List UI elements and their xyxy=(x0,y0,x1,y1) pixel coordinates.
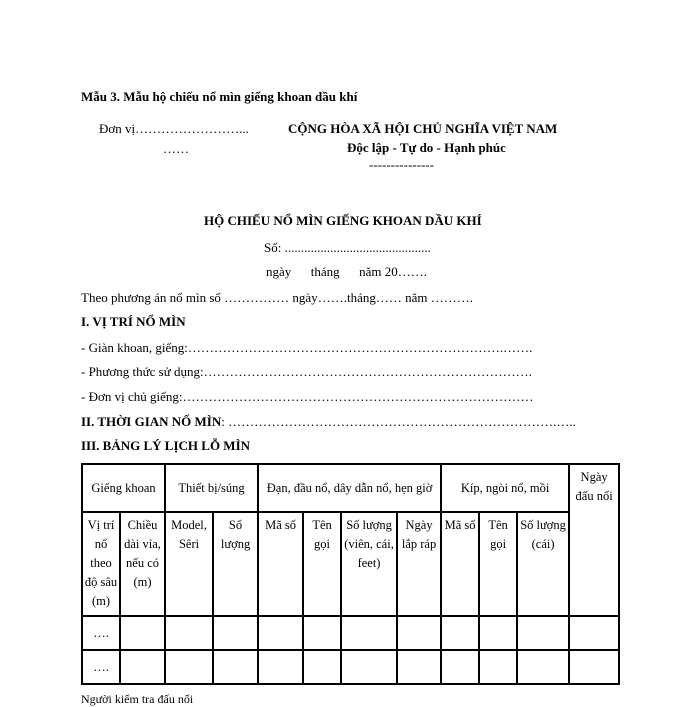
table-cell xyxy=(303,650,341,684)
subheader-assembly-date: Ngày lắp ráp xyxy=(397,512,441,616)
table-cell xyxy=(303,616,341,650)
table-cell: …. xyxy=(82,616,120,650)
usage-method-line: - Phương thức sử dụng:…………………………………………………………………. xyxy=(81,364,532,379)
country-name: CỘNG HÒA XÃ HỘI CHỦ NGHĨA VIỆT NAM xyxy=(288,121,558,136)
table-cell xyxy=(213,650,258,684)
table-cell xyxy=(397,616,441,650)
footer-cut-text: Người kiểm tra đấu nối xyxy=(81,692,194,706)
rig-well-line: - Giàn khoan, giếng:……………………………………………………………….……. xyxy=(81,340,533,355)
table-cell xyxy=(397,650,441,684)
table-cell xyxy=(441,616,479,650)
table-cell xyxy=(569,616,619,650)
header-connection-date: Ngày đấu nối xyxy=(569,464,619,616)
group-header-charges: Đạn, đầu nổ, dây dẫn nổ, hẹn giờ xyxy=(258,464,441,512)
subheader-equipment-quantity: Số lượng xyxy=(213,512,258,616)
table-cell xyxy=(479,616,517,650)
table-cell xyxy=(479,650,517,684)
table-row xyxy=(82,650,619,684)
subheader-seam-length: Chiều dài vỉa, nếu có (m) xyxy=(120,512,165,616)
table-cell xyxy=(517,650,569,684)
document-title: HỘ CHIẾU NỔ MÌN GIẾNG KHOAN DẦU KHÍ xyxy=(204,213,482,228)
blasthole-record-table xyxy=(81,463,620,685)
table-cell xyxy=(258,650,303,684)
section-2-line xyxy=(81,414,576,430)
table-cell xyxy=(341,616,397,650)
national-motto: Độc lập - Tự do - Hạnh phúc xyxy=(347,140,506,155)
table-cell xyxy=(120,650,165,684)
subheader-charge-quantity: Số lượng (viên, cái, feet) xyxy=(341,512,397,616)
table-cell xyxy=(258,616,303,650)
table-cell: …. xyxy=(82,650,120,684)
subheader-model-serial: Model, Sêri xyxy=(165,512,213,616)
unit-label-cont: …… xyxy=(163,141,189,156)
document-number: Số: ............................................. xyxy=(264,240,431,255)
subheader-detonator-code: Mã số xyxy=(441,512,479,616)
table-row xyxy=(82,616,619,650)
table-cell xyxy=(517,616,569,650)
form-title: Mẫu 3. Mẫu hộ chiếu nổ mìn giếng khoan dầu khí xyxy=(81,89,358,104)
table-cell xyxy=(165,616,213,650)
document-date: ngày tháng năm 20……. xyxy=(266,264,428,279)
well-owner-line: - Đơn vị chủ giếng:……………………………………………………………………… xyxy=(81,389,534,404)
group-header-equipment: Thiết bị/súng xyxy=(165,464,258,512)
plan-reference: Theo phương án nổ mìn số …………… ngày…….tháng…… năm ………. xyxy=(81,290,473,305)
section-3-heading: III. BẢNG LÝ LỊCH LỖ MÌN xyxy=(81,438,251,453)
table-cell xyxy=(441,650,479,684)
subheader-depth-position: Vị trí nổ theo độ sâu (m) xyxy=(82,512,120,616)
table-cell xyxy=(213,616,258,650)
table-cell xyxy=(120,616,165,650)
table-cell xyxy=(341,650,397,684)
group-header-well: Giếng khoan xyxy=(82,464,165,512)
subheader-detonator-quantity: Số lượng (cái) xyxy=(517,512,569,616)
section-1-heading: I. VỊ TRÍ NỔ MÌN xyxy=(81,314,186,329)
group-header-detonators: Kíp, ngòi nổ, mồi xyxy=(441,464,569,512)
motto-divider: --------------- xyxy=(369,157,434,172)
subheader-charge-name: Tên gọi xyxy=(303,512,341,616)
table-cell xyxy=(165,650,213,684)
subheader-charge-code: Mã số xyxy=(258,512,303,616)
table-cell xyxy=(569,650,619,684)
section-2-heading: II. THỜI GIAN NỔ MÌN xyxy=(81,414,222,429)
unit-label: Đơn vị……………………... xyxy=(99,121,249,136)
subheader-detonator-name: Tên gọi xyxy=(479,512,517,616)
section-2-dots: : ………………………………………………………………….….. xyxy=(221,414,576,429)
